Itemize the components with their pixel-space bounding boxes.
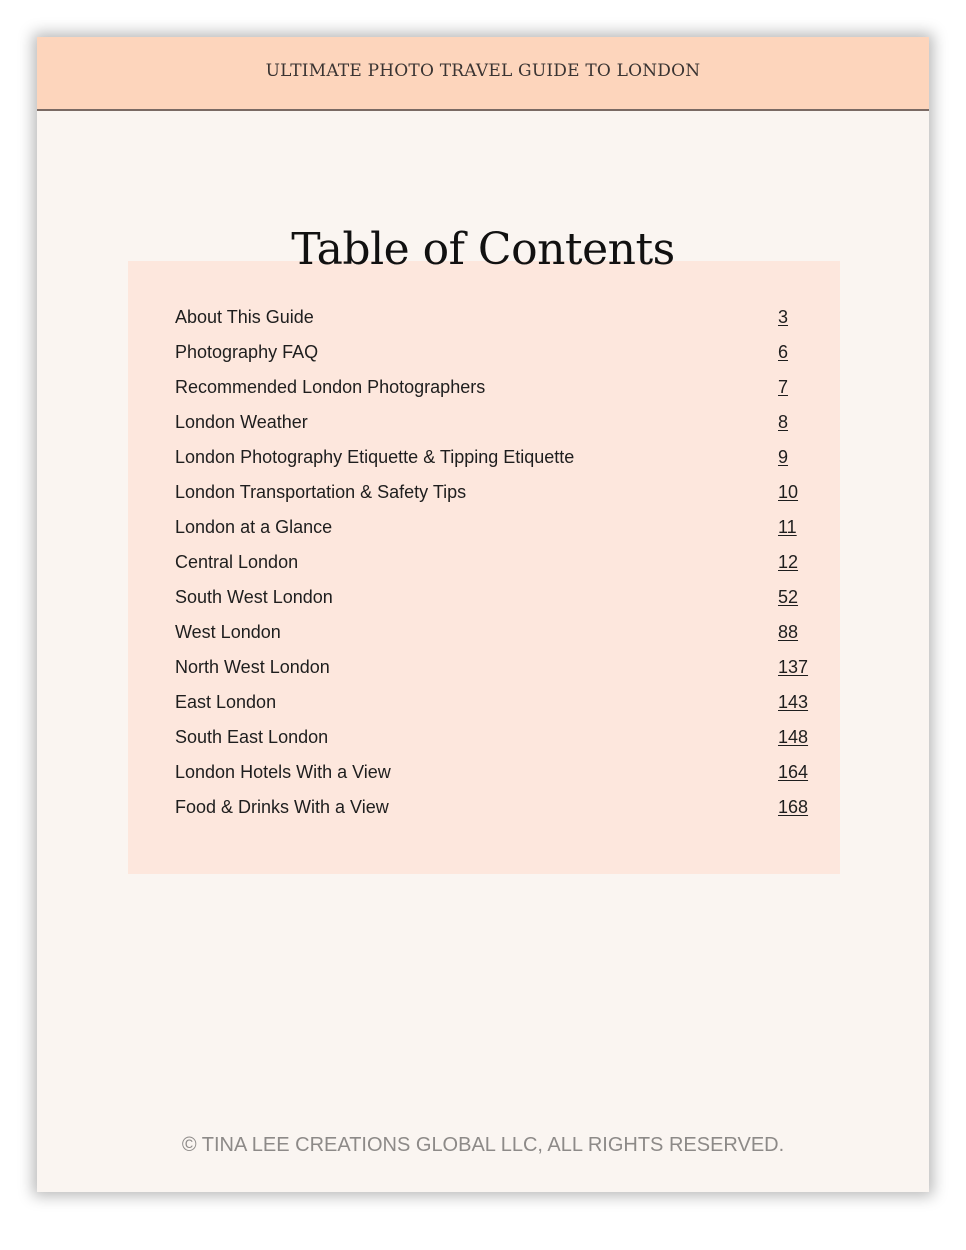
toc-entry-west-london <box>175 618 815 653</box>
toc-list <box>175 303 815 828</box>
toc-entry-label: Food & Drinks With a View <box>175 797 389 817</box>
page-title: Table of Contents <box>291 224 675 275</box>
toc-entry-london-weather <box>175 408 815 443</box>
toc-page-link[interactable]: 168 <box>778 797 809 817</box>
toc-entry-etiquette <box>175 443 815 478</box>
toc-page-link[interactable]: 3 <box>778 307 789 327</box>
toc-page-link[interactable]: 9 <box>778 447 789 467</box>
toc-entry-hotels-with-a-view <box>175 758 815 793</box>
toc-page-link[interactable]: 6 <box>778 342 789 362</box>
toc-page-link[interactable]: 52 <box>778 587 799 607</box>
toc-entry-east-london <box>175 688 815 723</box>
toc-page-link[interactable]: 12 <box>778 552 799 572</box>
toc-entry-label: London Hotels With a View <box>175 762 391 782</box>
toc-entry-label: South West London <box>175 587 333 607</box>
toc-entry-label: London Weather <box>175 412 308 432</box>
toc-entry-label: North West London <box>175 657 330 677</box>
document-page <box>37 37 929 1192</box>
toc-page-link[interactable]: 88 <box>778 622 799 642</box>
toc-entry-central-london <box>175 548 815 583</box>
toc-entry-label: About This Guide <box>175 307 314 327</box>
toc-page-link[interactable]: 11 <box>778 517 797 537</box>
toc-page-link[interactable]: 137 <box>778 657 809 677</box>
toc-entry-about-this-guide <box>175 303 815 338</box>
toc-entry-label: West London <box>175 622 281 642</box>
toc-entry-recommended-photographers <box>175 373 815 408</box>
toc-entry-food-drinks-with-a-view <box>175 793 815 828</box>
toc-page-link[interactable]: 143 <box>778 692 809 712</box>
toc-entry-label: London at a Glance <box>175 517 333 537</box>
toc-entry-label: London Transportation & Safety Tips <box>175 482 467 502</box>
toc-entry-label: Recommended London Photographers <box>175 377 486 397</box>
toc-entry-at-a-glance <box>175 513 815 548</box>
toc-entry-label: London Photography Etiquette & Tipping Etiquette <box>175 447 575 467</box>
toc-entry-transportation <box>175 478 815 513</box>
copyright-footer: © TINA LEE CREATIONS GLOBAL LLC, ALL RIGHTS RESERVED. <box>181 1134 785 1156</box>
toc-page-link[interactable]: 10 <box>778 482 799 502</box>
toc-page-link[interactable]: 164 <box>778 762 809 782</box>
guide-title: ULTIMATE PHOTO TRAVEL GUIDE TO LONDON <box>265 61 701 81</box>
toc-entry-label: South East London <box>175 727 329 747</box>
toc-entry-south-east-london <box>175 723 815 758</box>
toc-page-link[interactable]: 8 <box>778 412 789 432</box>
toc-entry-photography-faq <box>175 338 815 373</box>
header-band <box>37 37 929 111</box>
toc-entry-label: Central London <box>175 552 299 572</box>
toc-entry-label: East London <box>175 692 277 712</box>
toc-entry-south-west-london <box>175 583 815 618</box>
toc-page-link[interactable]: 7 <box>778 377 789 397</box>
toc-page-link[interactable]: 148 <box>778 727 809 747</box>
toc-entry-label: Photography FAQ <box>175 342 319 362</box>
toc-entry-north-west-london <box>175 653 815 688</box>
